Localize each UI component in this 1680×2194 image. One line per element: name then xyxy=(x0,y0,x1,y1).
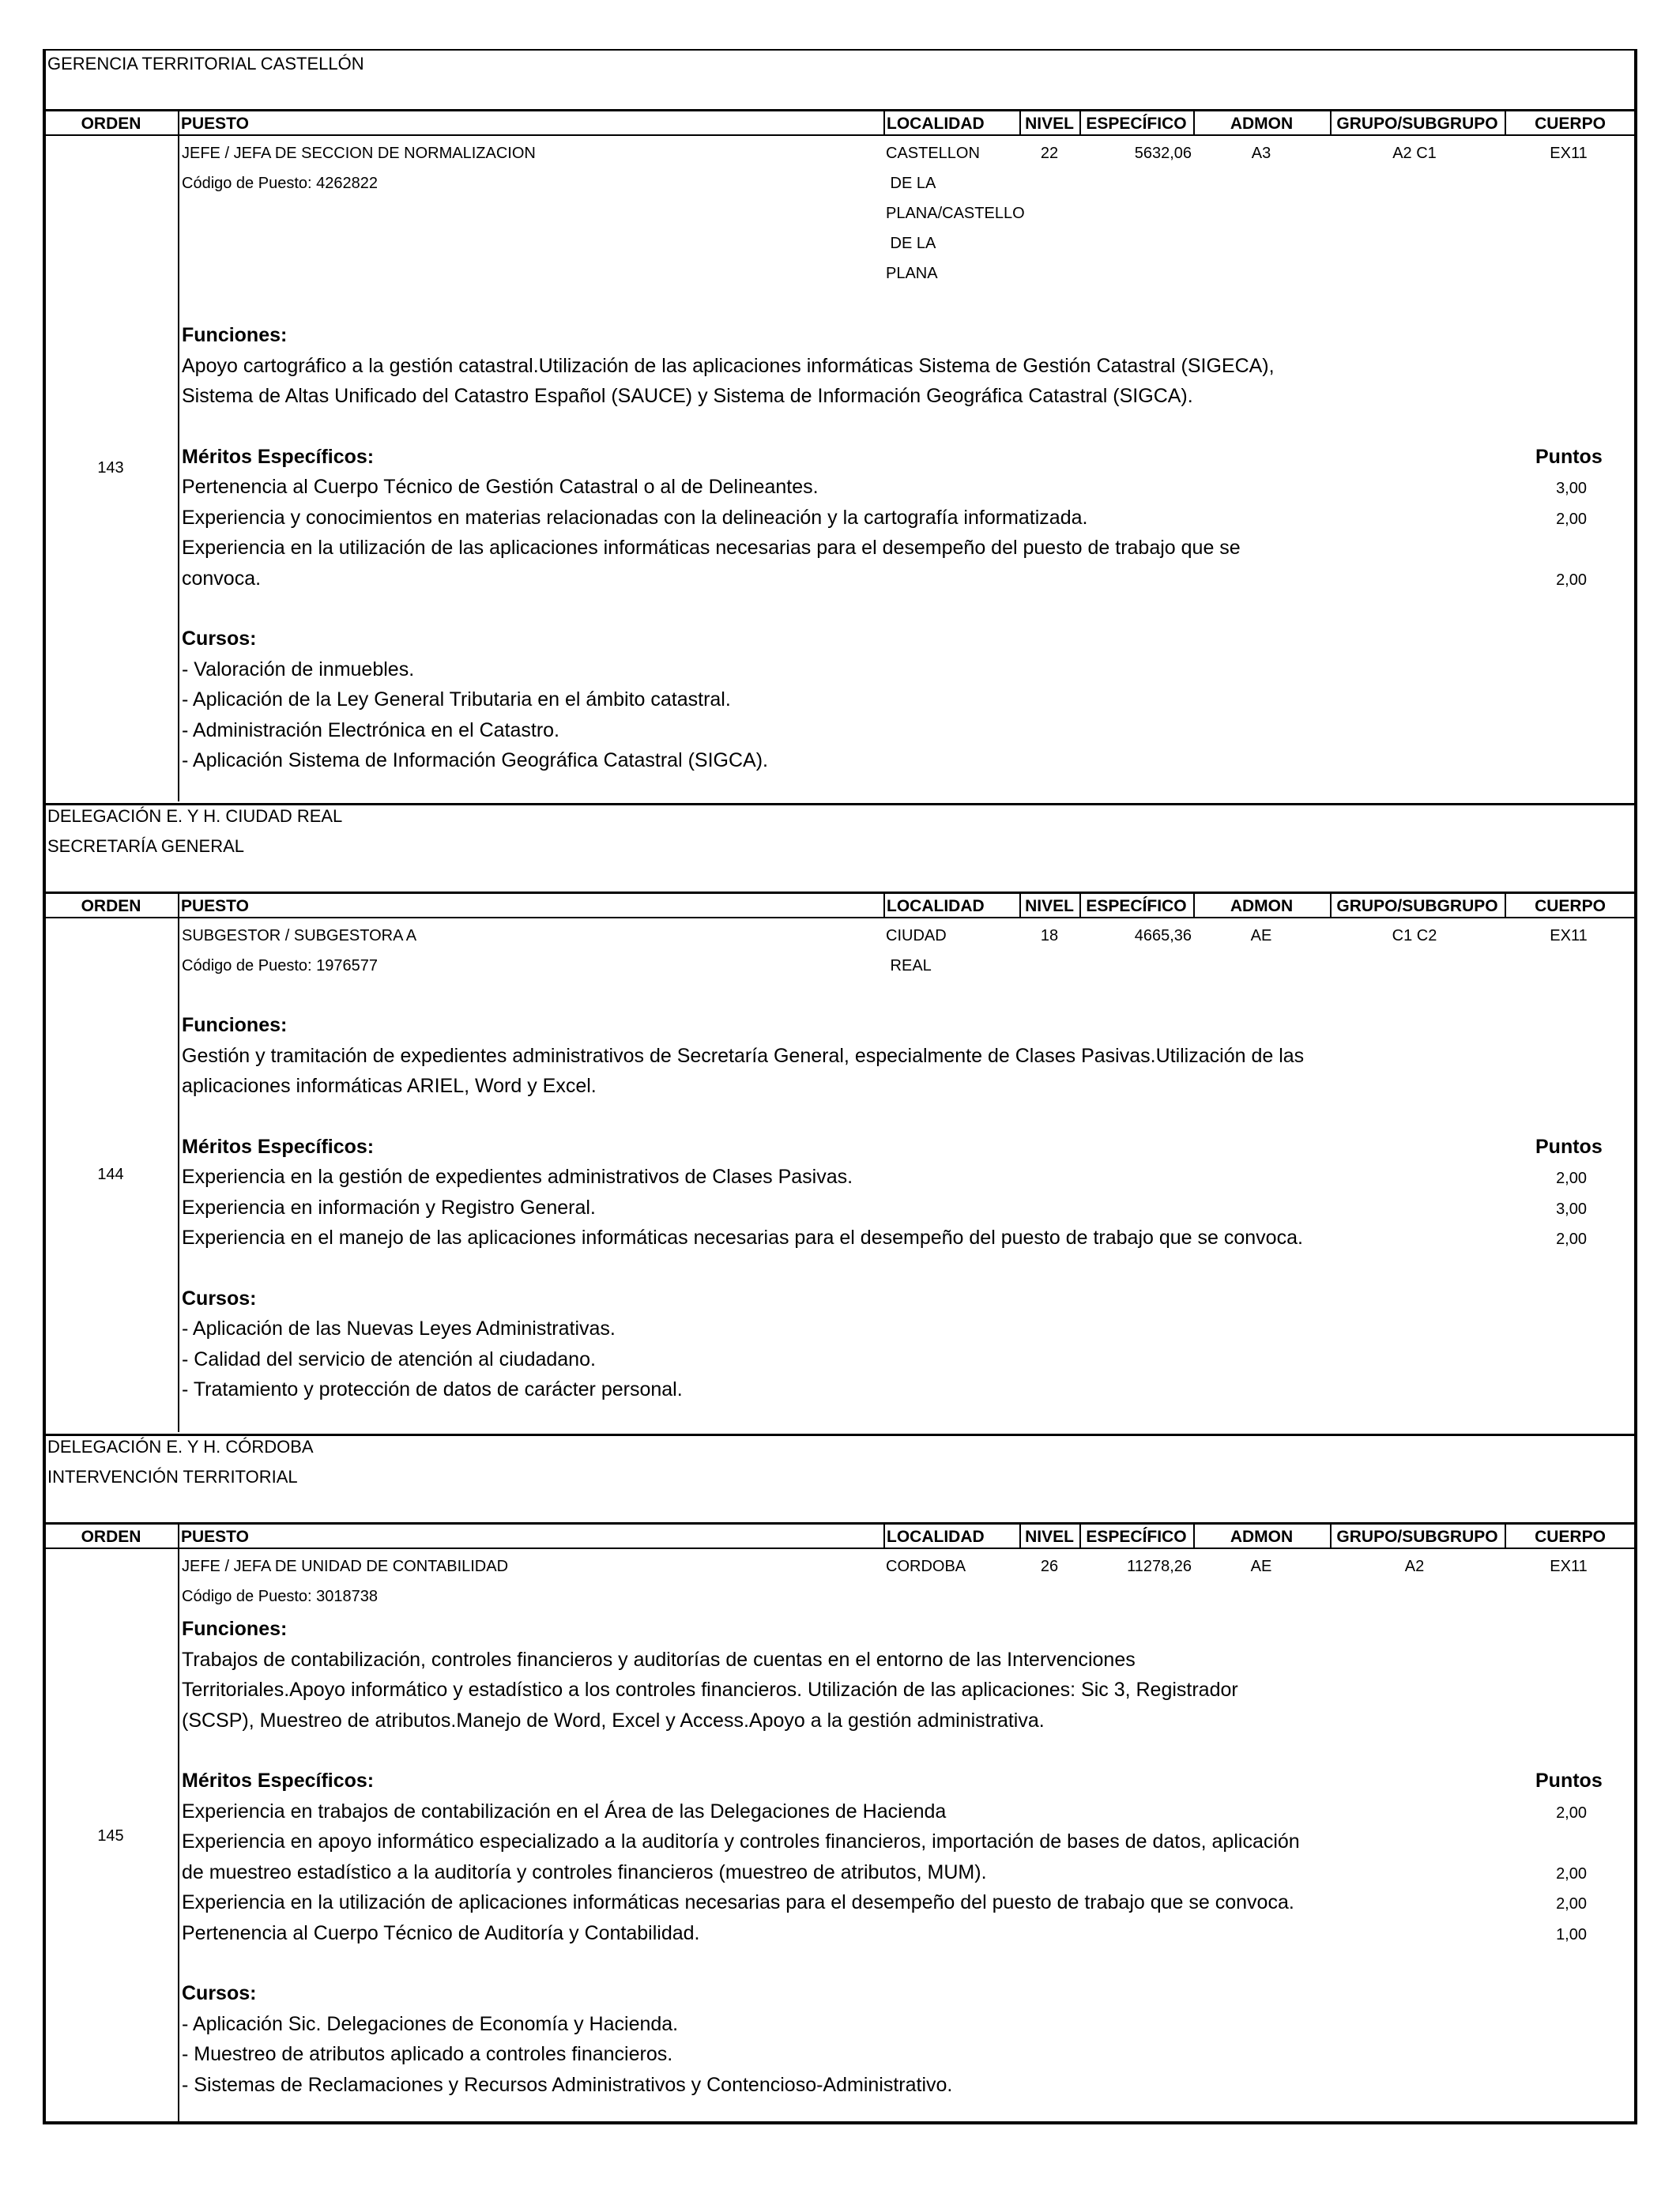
header-column-divider xyxy=(883,892,885,918)
puntos-heading: Puntos xyxy=(1535,1135,1603,1158)
merito-text: Experiencia en la utilización de las aplicaciones informáticas necesarias para el desempeño del puesto de trabajo que se xyxy=(182,537,1241,559)
orden-column-divider xyxy=(178,1549,179,2124)
header-puesto: PUESTO xyxy=(181,115,249,133)
codigo-puesto: Código de Puesto: 1976577 xyxy=(182,957,378,974)
curso-item: - Sistemas de Reclamaciones y Recursos Administrativos y Contencioso-Administrativo. xyxy=(182,2073,953,2096)
merito-text: Experiencia y conocimientos en materias relacionadas con la delineación y la cartografía informatizada. xyxy=(182,506,1088,529)
header-cuerpo: CUERPO xyxy=(1535,115,1606,133)
puesto-title: JEFE / JEFA DE UNIDAD DE CONTABILIDAD xyxy=(182,1558,509,1575)
funciones-text: Apoyo cartográfico a la gestión catastral.Utilización de las aplicaciones informáticas Sistema de Gestión Catastral (SIGECA), xyxy=(182,354,1275,377)
header-top-border xyxy=(44,109,1636,111)
unit-name: DELEGACIÓN E. Y H. CIUDAD REAL xyxy=(47,806,343,826)
puntos-heading: Puntos xyxy=(1535,445,1603,468)
cursos-heading: Cursos: xyxy=(182,628,257,650)
header-grupo: GRUPO/SUBGRUPO xyxy=(1336,115,1498,133)
merito-text: Experiencia en apoyo informático especializado a la auditoría y controles financieros, importación de bases de datos, aplicación xyxy=(182,1830,1300,1853)
merito-puntos: 2,00 xyxy=(1556,571,1587,589)
merito-text: Experiencia en trabajos de contabilización en el Área de las Delegaciones de Hacienda xyxy=(182,1800,947,1823)
merito-text: Experiencia en información y Registro General. xyxy=(182,1196,596,1219)
cuerpo-value: EX11 xyxy=(1550,145,1588,162)
header-column-divider xyxy=(178,892,179,918)
grupo-value: A2 xyxy=(1404,1558,1425,1575)
especifico-value: 5632,06 xyxy=(1134,145,1192,162)
puesto-title: SUBGESTOR / SUBGESTORA A xyxy=(182,927,417,944)
curso-item: - Valoración de inmuebles. xyxy=(182,658,415,680)
puntos-heading: Puntos xyxy=(1535,1770,1603,1792)
header-admon: ADMON xyxy=(1230,115,1294,133)
header-top-border xyxy=(44,1522,1636,1525)
header-localidad: LOCALIDAD xyxy=(887,115,985,133)
orden-number: 145 xyxy=(97,1827,124,1845)
unit-name: GERENCIA TERRITORIAL CASTELLÓN xyxy=(47,54,364,74)
merito-text: Experiencia en la utilización de aplicaciones informáticas necesarias para el desempeño del puesto de trabajo que se convoca. xyxy=(182,1891,1294,1913)
curso-item: - Aplicación Sistema de Información Geográfica Catastral (SIGCA). xyxy=(182,749,768,771)
header-column-divider xyxy=(883,109,885,136)
localidad-line: CASTELLON xyxy=(886,145,980,162)
merito-puntos: 2,00 xyxy=(1556,1895,1587,1913)
header-orden: ORDEN xyxy=(81,1528,141,1546)
section-divider xyxy=(44,803,1636,805)
curso-item: - Calidad del servicio de atención al ciudadano. xyxy=(182,1348,596,1370)
merito-puntos: 2,00 xyxy=(1556,1804,1587,1822)
funciones-text: Gestión y tramitación de expedientes administrativos de Secretaría General, especialmente de Clases Pasivas.Utilización de las xyxy=(182,1044,1305,1067)
funciones-heading: Funciones: xyxy=(182,1014,288,1036)
merito-text: convoca. xyxy=(182,567,262,590)
header-grupo: GRUPO/SUBGRUPO xyxy=(1336,1528,1498,1546)
nivel-value: 22 xyxy=(1040,145,1059,162)
header-nivel: NIVEL xyxy=(1025,1528,1074,1546)
cuerpo-value: EX11 xyxy=(1550,927,1588,944)
merito-puntos: 2,00 xyxy=(1556,1864,1587,1883)
merito-text: Pertenencia al Cuerpo Técnico de Auditoría y Contabilidad. xyxy=(182,1921,700,1944)
header-column-divider xyxy=(883,1522,885,1549)
merito-text: Experiencia en la gestión de expedientes administrativos de Clases Pasivas. xyxy=(182,1166,853,1188)
admon-value: A3 xyxy=(1251,145,1271,162)
funciones-text: aplicaciones informáticas ARIEL, Word y Excel. xyxy=(182,1075,597,1097)
cursos-heading: Cursos: xyxy=(182,1982,257,2004)
orden-number: 144 xyxy=(97,1166,124,1183)
header-column-divider xyxy=(178,1522,179,1549)
admon-value: AE xyxy=(1250,1558,1272,1575)
unit-name: SECRETARÍA GENERAL xyxy=(47,836,244,856)
localidad-line: PLANA/CASTELLO xyxy=(886,205,1025,222)
merito-text: de muestreo estadístico a la auditoría y controles financieros (muestreo de atributos, MUM). xyxy=(182,1860,987,1883)
header-especifico: ESPECÍFICO xyxy=(1086,115,1187,133)
merito-puntos: 1,00 xyxy=(1556,1925,1587,1943)
localidad-line: CORDOBA xyxy=(886,1558,966,1575)
header-localidad: LOCALIDAD xyxy=(887,1528,985,1546)
funciones-text: (SCSP), Muestreo de atributos.Manejo de Word, Excel y Access.Apoyo a la gestión administrativa. xyxy=(182,1709,1045,1732)
curso-item: - Aplicación de la Ley General Tributaria en el ámbito catastral. xyxy=(182,688,731,711)
merito-puntos: 2,00 xyxy=(1556,510,1587,528)
localidad-line: CIUDAD xyxy=(886,927,947,944)
header-localidad: LOCALIDAD xyxy=(887,897,985,915)
merito-text: Pertenencia al Cuerpo Técnico de Gestión Catastral o al de Delineantes. xyxy=(182,476,819,498)
orden-column-divider xyxy=(178,136,179,801)
cuerpo-value: EX11 xyxy=(1550,1558,1588,1575)
curso-item: - Tratamiento y protección de datos de carácter personal. xyxy=(182,1378,683,1400)
header-admon: ADMON xyxy=(1230,1528,1294,1546)
codigo-puesto: Código de Puesto: 3018738 xyxy=(182,1588,378,1605)
grupo-value: C1 C2 xyxy=(1392,927,1437,944)
funciones-heading: Funciones: xyxy=(182,1618,288,1640)
merito-puntos: 3,00 xyxy=(1556,1200,1587,1218)
funciones-heading: Funciones: xyxy=(182,324,288,346)
header-puesto: PUESTO xyxy=(181,1528,249,1546)
header-especifico: ESPECÍFICO xyxy=(1086,897,1187,915)
header-orden: ORDEN xyxy=(81,897,141,915)
header-puesto: PUESTO xyxy=(181,897,249,915)
localidad-line: PLANA xyxy=(886,265,938,282)
header-grupo: GRUPO/SUBGRUPO xyxy=(1336,897,1498,915)
admon-value: AE xyxy=(1250,927,1272,944)
orden-number: 143 xyxy=(97,459,124,477)
header-column-divider xyxy=(178,109,179,136)
header-especifico: ESPECÍFICO xyxy=(1086,1528,1187,1546)
unit-name: INTERVENCIÓN TERRITORIAL xyxy=(47,1467,298,1487)
localidad-line: REAL xyxy=(886,957,932,974)
merito-puntos: 2,00 xyxy=(1556,1170,1587,1187)
curso-item: - Administración Electrónica en el Catastro. xyxy=(182,718,559,741)
curso-item: - Aplicación de las Nuevas Leyes Administrativas. xyxy=(182,1318,616,1340)
header-nivel: NIVEL xyxy=(1025,115,1074,133)
localidad-line: DE LA xyxy=(886,235,936,252)
header-cuerpo: CUERPO xyxy=(1535,897,1606,915)
meritos-heading: Méritos Específicos: xyxy=(182,445,375,468)
codigo-puesto: Código de Puesto: 4262822 xyxy=(182,175,378,192)
header-bottom-border xyxy=(44,917,1636,918)
header-bottom-border xyxy=(44,134,1636,136)
curso-item: - Aplicación Sic. Delegaciones de Economía y Hacienda. xyxy=(182,2012,679,2035)
puesto-title: JEFE / JEFA DE SECCION DE NORMALIZACION xyxy=(182,145,536,162)
nivel-value: 26 xyxy=(1040,1558,1059,1575)
funciones-text: Trabajos de contabilización, controles financieros y auditorías de cuentas en el entorno de las Intervenciones xyxy=(182,1648,1136,1671)
meritos-heading: Méritos Específicos: xyxy=(182,1135,375,1158)
grupo-value: A2 C1 xyxy=(1392,145,1437,162)
especifico-value: 4665,36 xyxy=(1134,927,1192,944)
header-top-border xyxy=(44,892,1636,894)
header-cuerpo: CUERPO xyxy=(1535,1528,1606,1546)
merito-text: Experiencia en el manejo de las aplicaciones informáticas necesarias para el desempeño del puesto de trabajo que se convoca. xyxy=(182,1227,1303,1249)
curso-item: - Muestreo de atributos aplicado a controles financieros. xyxy=(182,2043,673,2065)
header-admon: ADMON xyxy=(1230,897,1294,915)
localidad-line: DE LA xyxy=(886,175,936,192)
orden-column-divider xyxy=(178,918,179,1432)
header-orden: ORDEN xyxy=(81,115,141,133)
cursos-heading: Cursos: xyxy=(182,1287,257,1310)
merito-puntos: 2,00 xyxy=(1556,1231,1587,1248)
header-bottom-border xyxy=(44,1547,1636,1549)
merito-puntos: 3,00 xyxy=(1556,480,1587,497)
unit-name: DELEGACIÓN E. Y H. CÓRDOBA xyxy=(47,1437,314,1457)
section-divider xyxy=(44,1434,1636,1436)
header-nivel: NIVEL xyxy=(1025,897,1074,915)
funciones-text: Sistema de Altas Unificado del Catastro Español (SAUCE) y Sistema de Información Geográfica Catastral (SIGCA). xyxy=(182,385,1193,407)
especifico-value: 11278,26 xyxy=(1127,1558,1192,1575)
funciones-text: Territoriales.Apoyo informático y estadístico a los controles financieros. Utilización de las aplicaciones: Sic 3, Registrador xyxy=(182,1679,1238,1701)
nivel-value: 18 xyxy=(1040,927,1059,944)
meritos-heading: Méritos Específicos: xyxy=(182,1770,375,1792)
